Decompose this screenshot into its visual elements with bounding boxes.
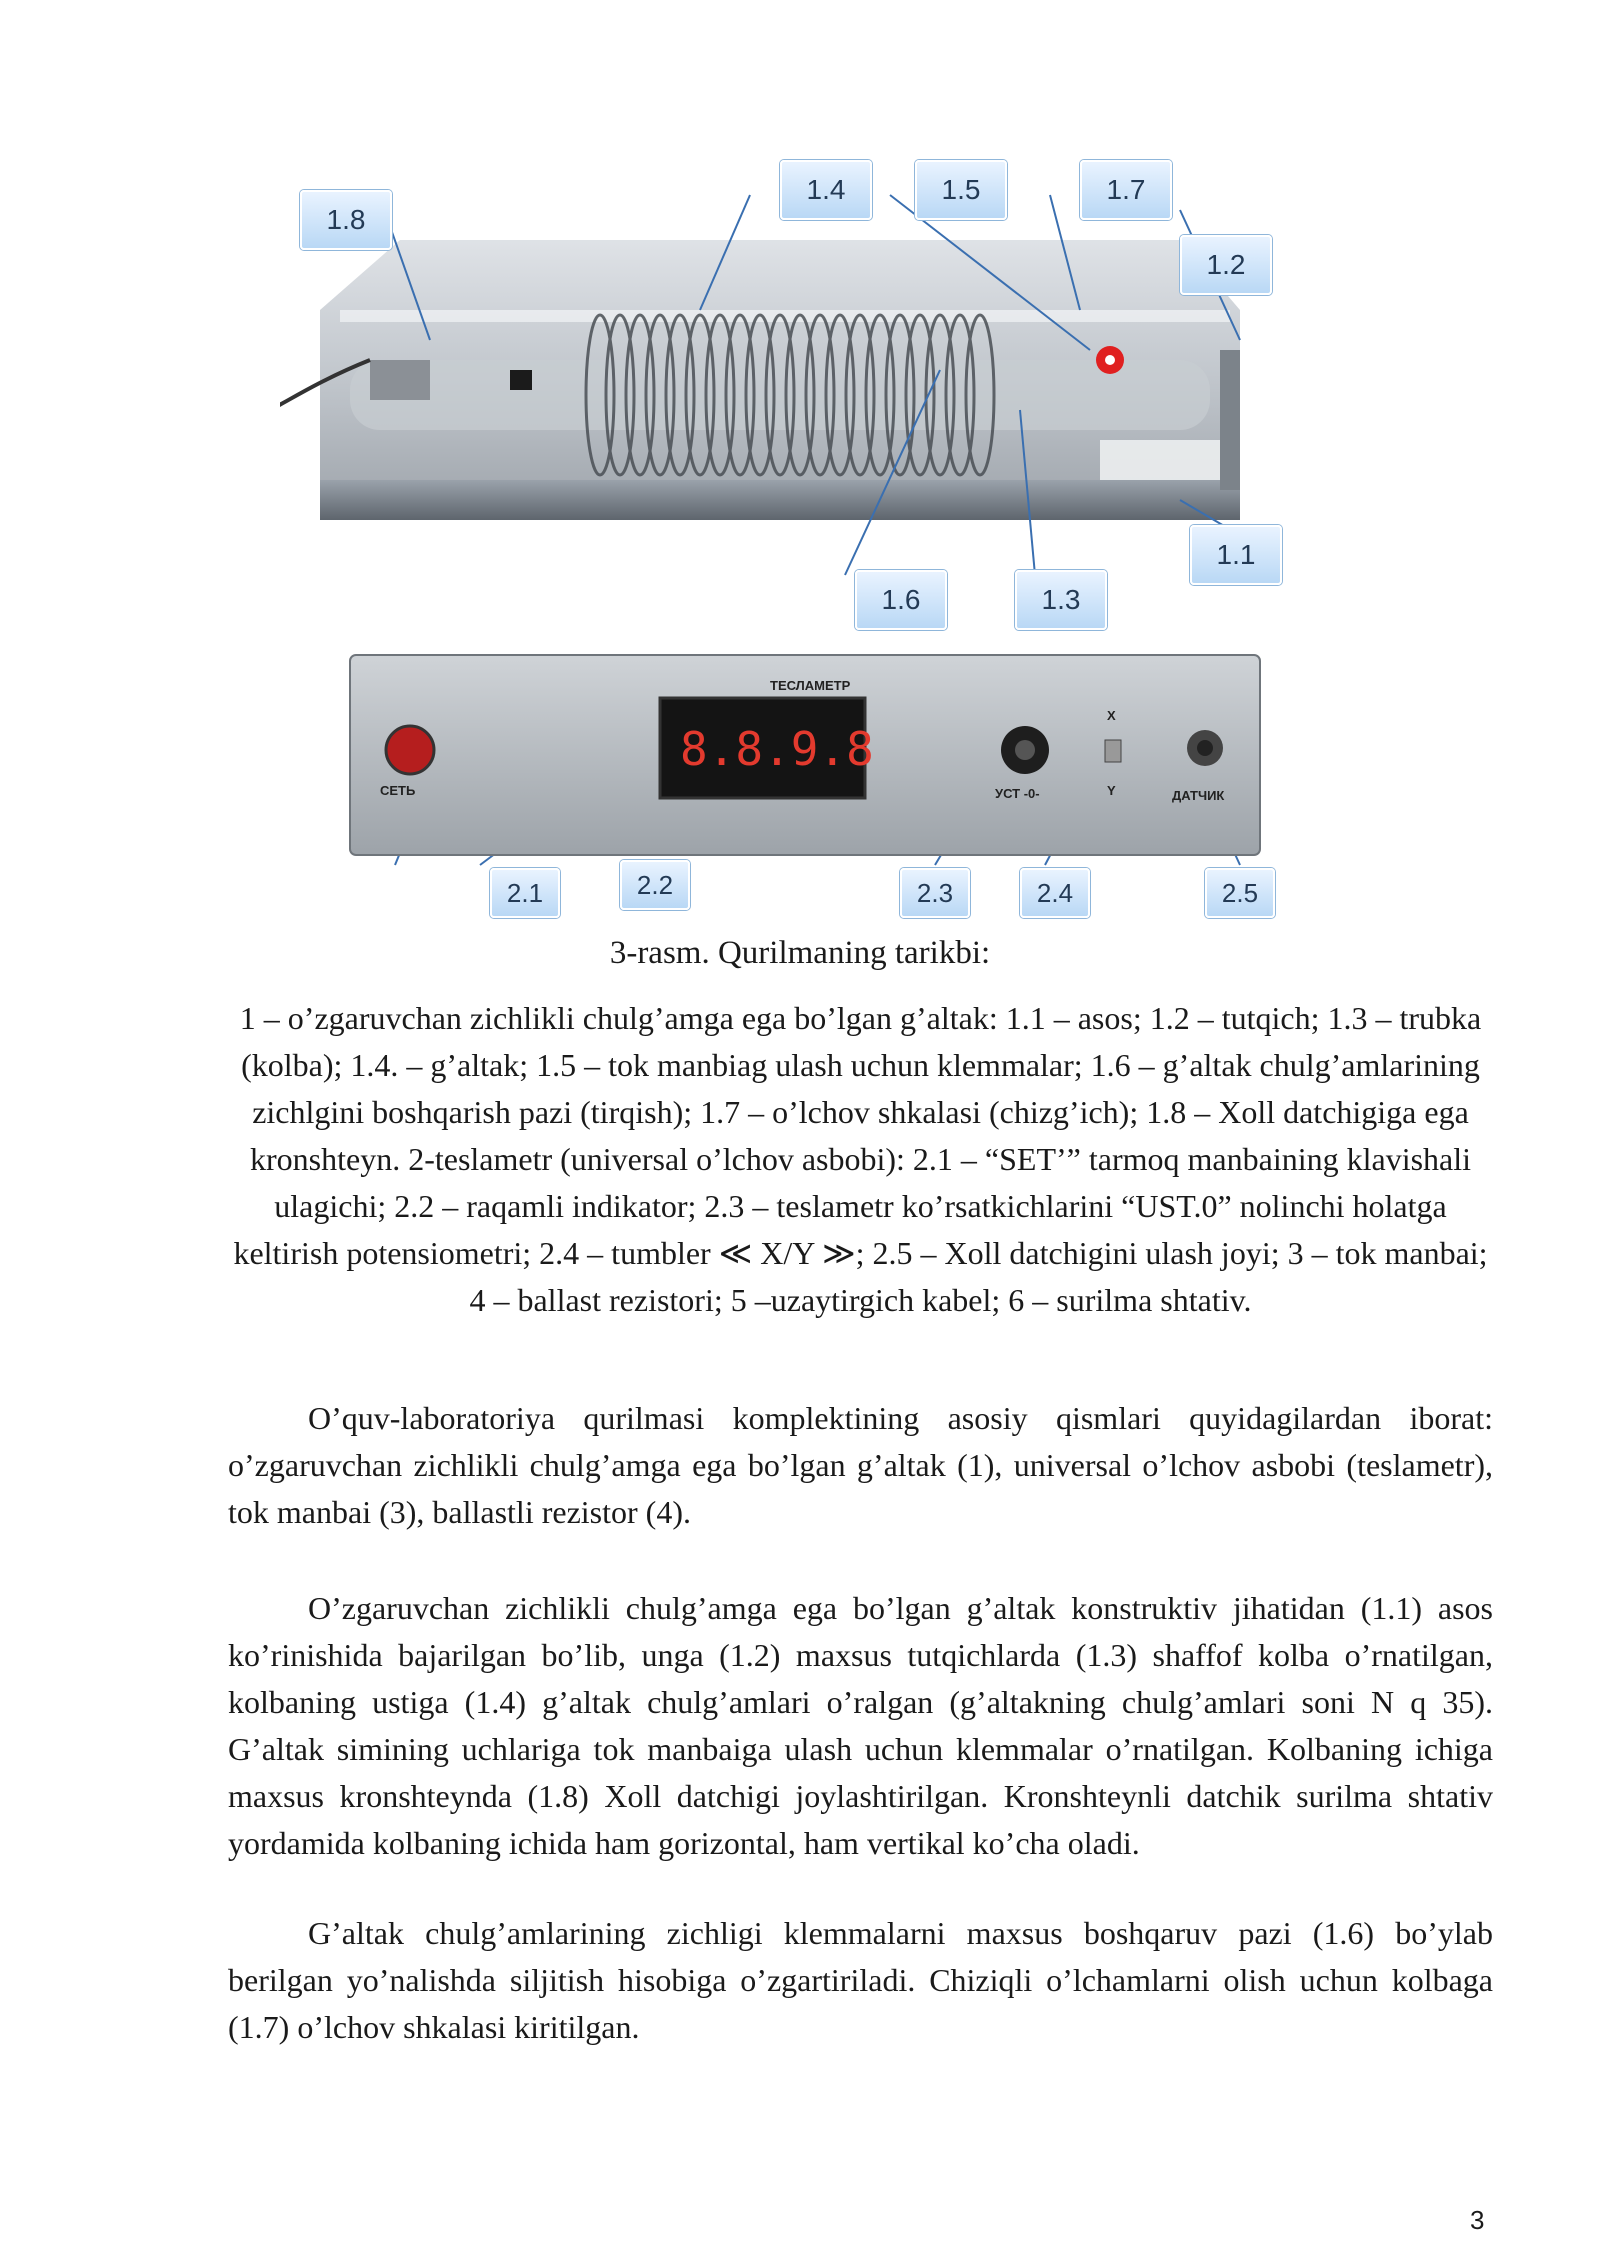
paragraph-coil-construction: O’zgaruvchan zichlikli chulg’amga ega bo’lgan g’altak konstruktiv jihatidan (1.1) asos ko’rinishida bajarilgan bo’lib, unga (1.2) maxsus tutqichlarda (1.3) shaffof kolba o’rnatilgan, kolbaning ustiga (1.4) g’altak chulg’amlari o’ralgan (g’altakning chulg’amlari soni N q 35). G’altak simining uchlariga tok manbaiga ulash uchun klemmalar o’rnatilgan. Kolbaning ichiga maxsus kronshteynda (1.8) Xoll datchigi joylashtirilgan. Kronshteynli datchik surilma shtativ yordamida kolbaning ichida ham gorizontal, ham vertikal ko’cha oladi.	[228, 1590, 1493, 1861]
paragraph-winding-density: G’altak chulg’amlarining zichligi klemmalarni maxsus boshqaruv pazi (1.6) bo’ylab berilgan yo’nalishda siljitish hisobiga o’zgartiriladi. Chiziqli o’lchamlarni olish uchun kolbaga (1.7) o’lchov shkalasi kiritilgan.	[228, 1915, 1493, 2045]
figure-caption-body: 1 – o’zgaruvchan zichlikli chulg’amga ega bo’lgan g’altak: 1.1 – asos; 1.2 – tutqich; 1.3 – trubka (kolba); 1.4. – g’altak; 1.5 – tok manbiag ulash uchun klemmalar; 1.6 – g’altak chulg’amlarining zichlgini boshqarish pazi (tirqish); 1.7 – o’lchov shkalasi (chizg’ich); 1.8 – Xoll datchigiga ega kronshteyn. 2-teslametr (universal o’lchov asbobi): 2.1 – “SET’” tarmoq manbaining klavishali ulagichi; 2.2 – raqamli indikator; 2.3 – teslametr ko’rsatkichlarini “UST.0” nolinchi holatga keltirish potensiometri; 2.4 – tumbler ≪ X/Y ≫; 2.5 – Xoll datchigini ulash joyi; 3 – tok manbai; 4 – ballast rezistori; 5 –uzaytirgich kabel; 6 – surilma shtativ.	[233, 1000, 1488, 1318]
panel-title: ТЕСЛАМЕТР	[770, 678, 851, 693]
paragraph-components: O’quv-laboratoriya qurilmasi komplektining asosiy qismlari quyidagilardan iborat: o’zgaruvchan zichlikli chulg’amga ega bo’lgan g’altak (1), universal o’lchov asbobi (teslametr), tok manbai (3), ballastli rezistor (4).	[228, 1400, 1493, 1530]
callout-2-2: 2.2	[620, 860, 690, 910]
callout-1-7: 1.7	[1080, 160, 1172, 220]
callout-1-3: 1.3	[1015, 570, 1107, 630]
callout-2-5: 2.5	[1205, 868, 1275, 918]
page-number: 3	[1470, 2205, 1485, 2235]
sensor-label: ДАТЧИК	[1172, 788, 1225, 803]
power-label: СЕТЬ	[380, 783, 416, 798]
apparatus-figure	[280, 150, 1300, 930]
x-label: X	[1107, 708, 1116, 723]
callout-1-2: 1.2	[1180, 235, 1272, 295]
callout-1-8: 1.8	[300, 190, 392, 250]
digital-display: 8.8.9.8	[680, 722, 874, 776]
callout-2-4: 2.4	[1020, 868, 1090, 918]
callout-2-3: 2.3	[900, 868, 970, 918]
callout-2-1: 2.1	[490, 868, 560, 918]
callout-1-4: 1.4	[780, 160, 872, 220]
teslameter-device	[350, 655, 1260, 855]
y-label: Y	[1107, 783, 1116, 798]
apparatus-illustration	[280, 150, 1300, 930]
callout-1-1: 1.1	[1190, 525, 1282, 585]
zero-label: УСТ -0-	[995, 786, 1040, 801]
callout-1-6: 1.6	[855, 570, 947, 630]
callout-1-5: 1.5	[915, 160, 1007, 220]
figure-caption-title: 3-rasm. Qurilmaning tarikbi:	[609, 935, 991, 971]
coil-assembly	[280, 240, 1240, 520]
